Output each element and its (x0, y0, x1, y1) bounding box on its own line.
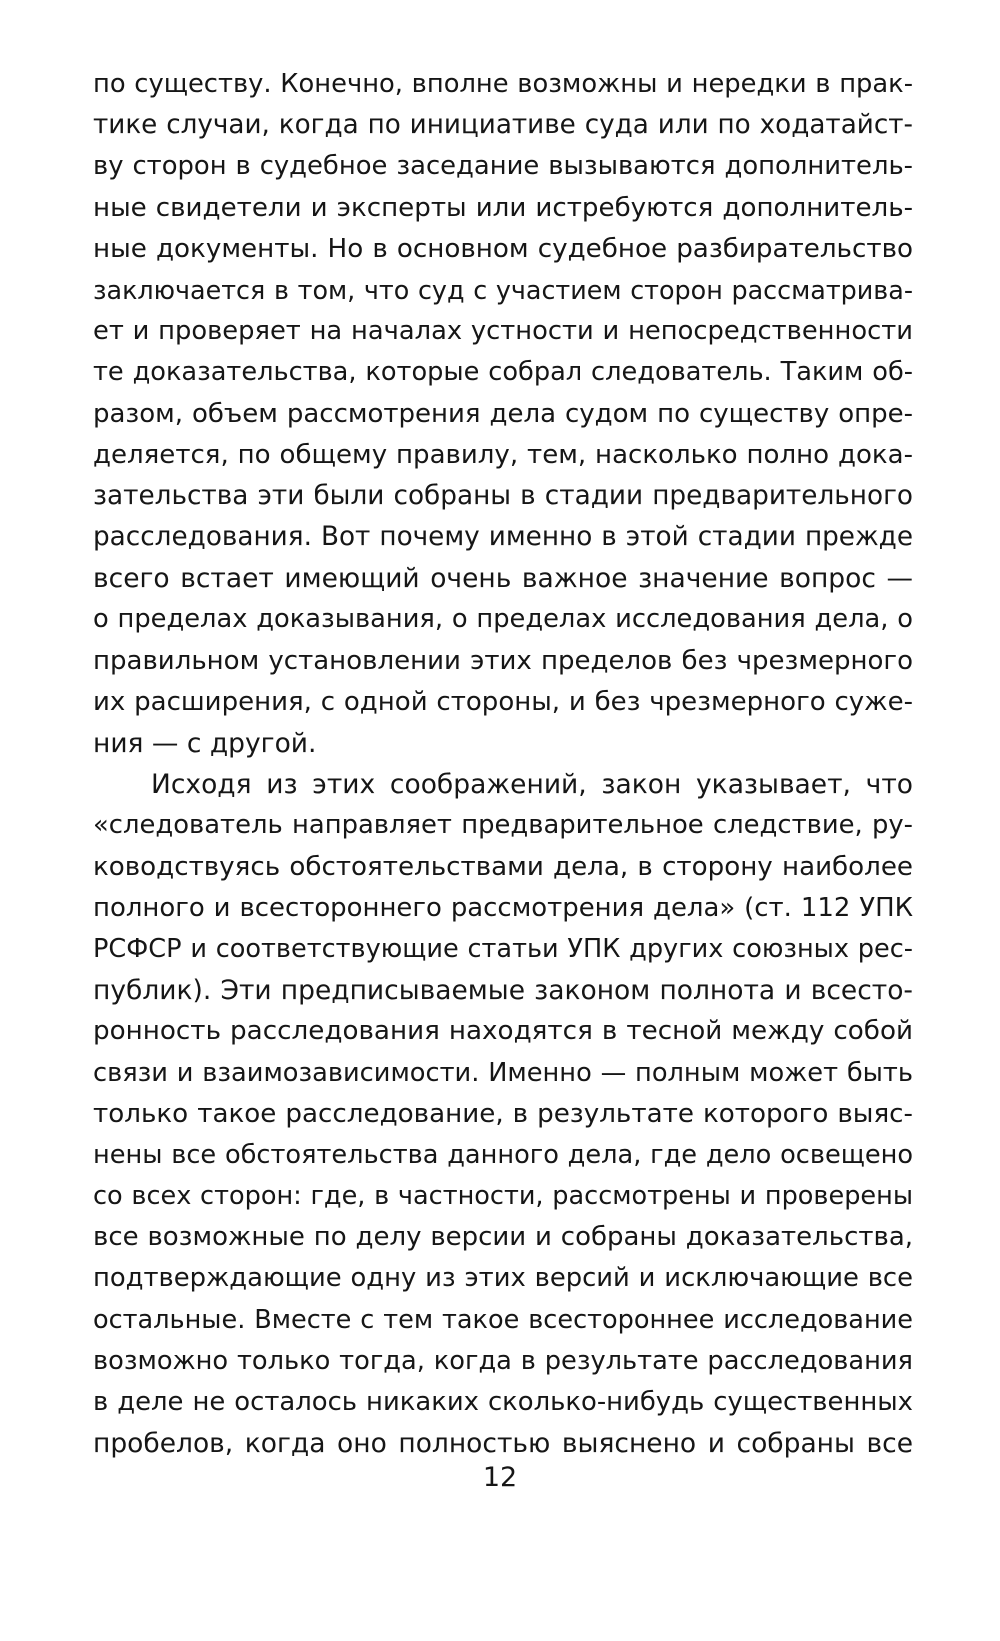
text-line: о пределах доказывания, о пределах исследования дела, о (93, 604, 913, 635)
text-line: расследования. Вот почему именно в этой стадии прежде (93, 522, 913, 553)
text-line: всего встает имеющий очень важное значение вопрос — (93, 563, 913, 595)
text-line: все возможные по делу версии и собраны доказательства, (93, 1222, 913, 1253)
text-line: возможно только тогда, когда в результате расследования (93, 1345, 913, 1376)
text-line: остальные. Вместе с тем такое всестороннее исследование (93, 1304, 913, 1335)
text-line: те доказательства, которые собрал следователь. Таким об- (93, 357, 913, 388)
text-line: ководствуясь обстоятельствами дела, в сторону наиболее (93, 851, 913, 882)
text-line: деляется, по общему правилу, тем, насколько полно дока- (93, 439, 913, 470)
text-line: Исходя из этих соображений, закон указывает, что (151, 769, 913, 801)
text-line: подтверждающие одну из этих версий и исключающие все (93, 1263, 913, 1294)
text-line: правильном установлении этих пределов без чрезмерного (93, 645, 913, 676)
page-number: 12 (482, 1462, 518, 1493)
text-line: публик). Эти предписываемые законом полнота и всесто- (93, 975, 913, 1007)
text-line: ронность расследования находятся в тесной между собой (93, 1016, 913, 1047)
text-line: ет и проверяет на началах устности и непосредственности (93, 316, 913, 347)
text-line: в деле не осталось никаких сколько-нибудь существенных (93, 1387, 913, 1417)
text-line: разом, объем рассмотрения дела судом по существу опре- (93, 398, 913, 429)
text-line: пробелов, когда оно полностью выяснено и собраны все (93, 1428, 913, 1460)
text-line: заключается в том, что суд с участием сторон рассматрива- (93, 274, 913, 305)
text-line: по существу. Конечно, вполне возможны и нередки в прак- (93, 69, 913, 99)
text-line: со всех сторон: где, в частности, рассмотрены и проверены (93, 1181, 913, 1212)
text-line: их расширения, с одной стороны, и без чрезмерного суже- (93, 686, 913, 717)
text-line: зательства эти были собраны в стадии предварительного (93, 480, 913, 511)
body-text (93, 64, 913, 1464)
text-line: ные документы. Но в основном судебное разбирательство (93, 233, 913, 264)
text-line: связи и взаимозависимости. Именно — полным может быть (93, 1057, 913, 1088)
text-line: тике случаи, когда по инициативе суда или по ходатайст- (93, 110, 913, 141)
text-line: только такое расследование, в результате которого выяс- (93, 1098, 913, 1129)
text-line: ву сторон в судебное заседание вызываются дополнитель- (93, 151, 913, 182)
text-line: РСФСР и соответствующие статьи УПК других союзных рес- (93, 933, 913, 964)
text-line: «следователь направляет предварительное следствие, ру- (93, 810, 913, 841)
text-line: ния — с другой. (93, 728, 317, 759)
text-line: полного и всестороннего рассмотрения дела» (ст. 112 УПК (93, 892, 913, 923)
text-line: ные свидетели и эксперты или истребуются дополнитель- (93, 192, 913, 223)
text-line: нены все обстоятельства данного дела, где дело освещено (93, 1139, 913, 1170)
